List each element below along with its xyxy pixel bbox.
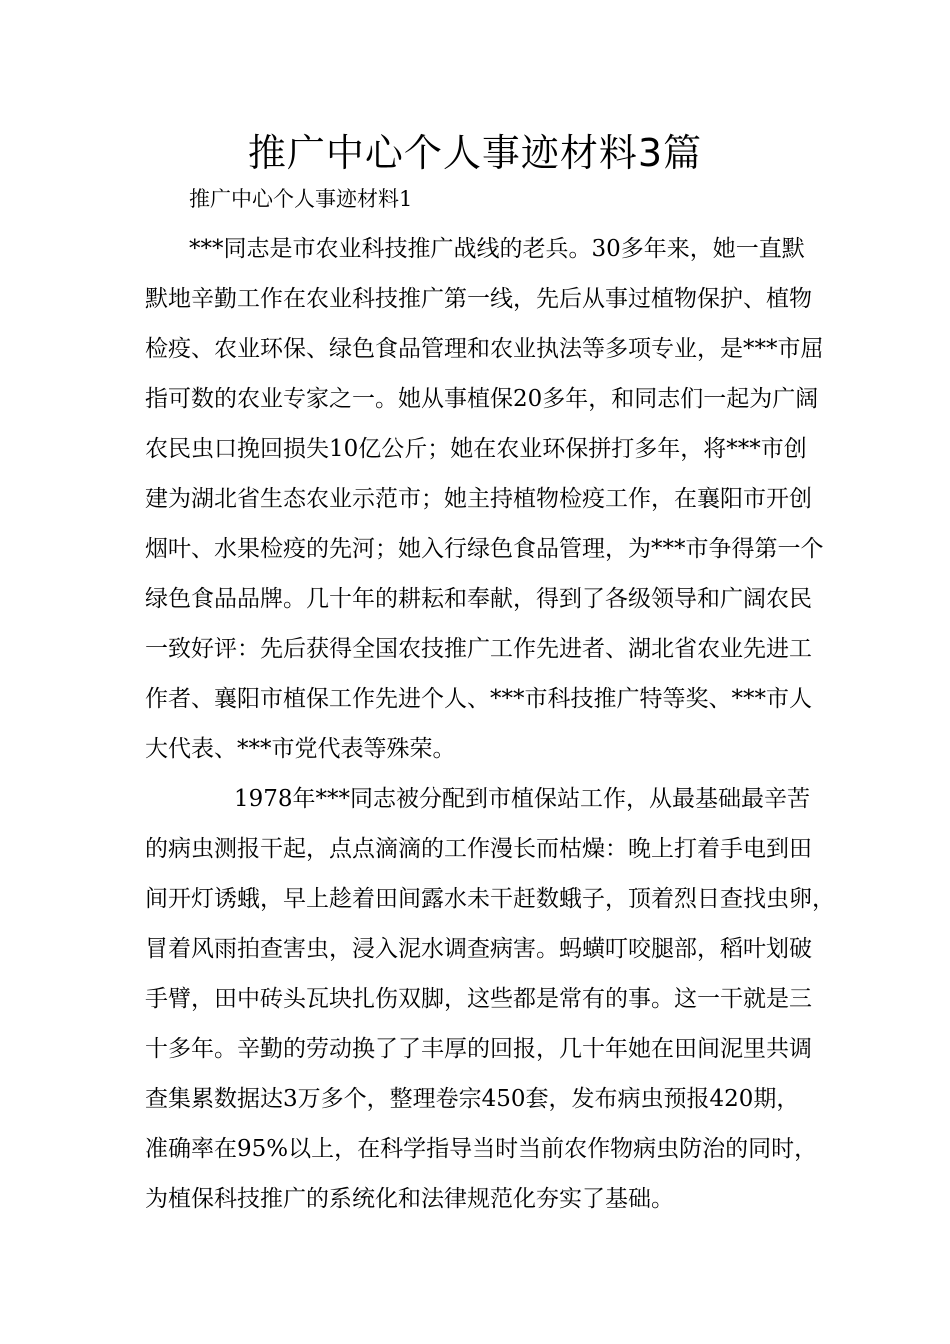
paragraph-line: 1978年***同志被分配到市植保站工作，从最基础最辛苦 — [234, 786, 811, 812]
paragraph-line: 查集累数据达3万多个，整理卷宗450套，发布病虫预报420期， — [145, 1086, 800, 1112]
paragraph-line: 绿色食品品牌。几十年的耕耘和奉献，得到了各级领导和广阔农民 — [145, 586, 812, 612]
paragraph-line: 农民虫口挽回损失10亿公斤；她在农业环保拼打多年，将***市创 — [145, 436, 807, 462]
document-title: 推广中心个人事迹材料3篇 — [247, 131, 703, 175]
paragraph-line: 大代表、***市党代表等殊荣。 — [145, 736, 456, 762]
paragraph-line: 间开灯诱蛾，早上趁着田间露水未干赶数蛾子，顶着烈日查找虫卵， — [145, 886, 835, 912]
paragraph-line: 的病虫测报干起，点点滴滴的工作漫长而枯燥：晚上打着手电到田 — [145, 836, 812, 862]
section-heading: 推广中心个人事迹材料1 — [189, 187, 413, 211]
paragraph-line: 建为湖北省生态农业示范市；她主持植物检疫工作，在襄阳市开创 — [145, 486, 812, 512]
paragraph-line: 为植保科技推广的系统化和法律规范化夯实了基础。 — [145, 1186, 674, 1212]
paragraph-line: 检疫、农业环保、绿色食品管理和农业执法等多项专业，是***市屈 — [145, 336, 824, 362]
paragraph-line: 十多年。辛勤的劳动换了了丰厚的回报，几十年她在田间泥里共调 — [145, 1036, 812, 1062]
paragraph-line: 一致好评：先后获得全国农技推广工作先进者、湖北省农业先进工 — [145, 636, 812, 662]
paragraph-line: 默地辛勤工作在农业科技推广第一线，先后从事过植物保护、植物 — [145, 286, 812, 312]
paragraph-line: 作者、襄阳市植保工作先进个人、***市科技推广特等奖、***市人 — [145, 686, 812, 712]
paragraph-line: 冒着风雨拍查害虫，浸入泥水调查病害。蚂蟥叮咬腿部，稻叶划破 — [145, 936, 812, 962]
paragraph-line: ***同志是市农业科技推广战线的老兵。30多年来，她一直默 — [189, 236, 805, 262]
paragraph-line: 准确率在95%以上，在科学指导当时当前农作物病虫防治的同时， — [145, 1136, 818, 1162]
paragraph-line: 烟叶、水果检疫的先河；她入行绿色食品管理，为***市争得第一个 — [145, 536, 824, 562]
paragraph-line: 手臂，田中砖头瓦块扎伤双脚，这些都是常有的事。这一干就是三 — [145, 986, 812, 1012]
paragraph-line: 指可数的农业专家之一。她从事植保20多年，和同志们一起为广阔 — [145, 386, 819, 412]
